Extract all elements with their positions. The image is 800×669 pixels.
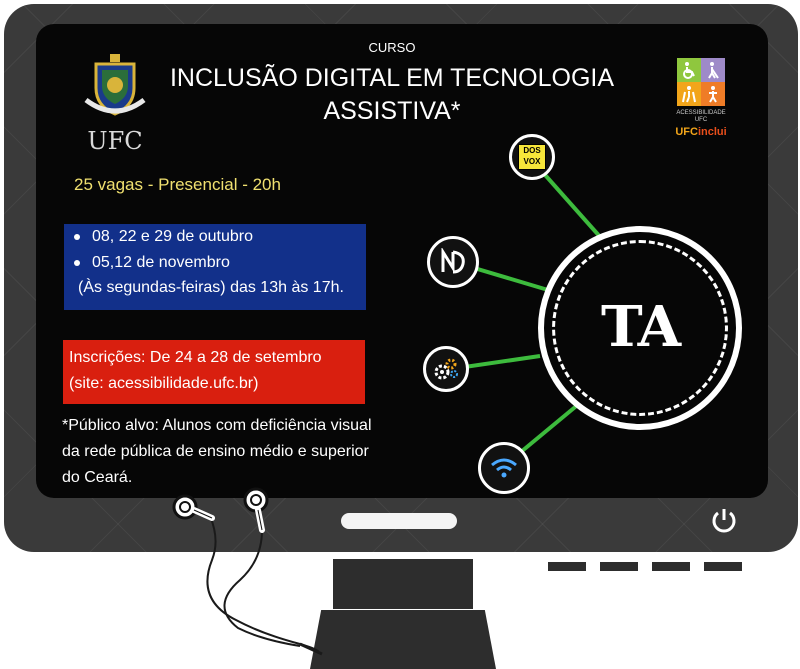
ufc-inclui-brand: UFCinclui	[675, 126, 727, 138]
publico-line: do Ceará.	[62, 469, 133, 486]
dates-note: (Às segundas-feiras) das 13h às 17h.	[78, 279, 344, 296]
date-item: 08, 22 e 29 de outubro	[74, 228, 253, 246]
inscricoes-site[interactable]: (site: acessibilidade.ufc.br)	[69, 375, 259, 392]
course-title-line1: INCLUSÃO DIGITAL EM TECNOLOGIA	[169, 64, 615, 92]
inscricoes-dates: Inscrições: De 24 a 28 de setembro	[69, 349, 322, 366]
ufc-logo-text: UFC	[87, 127, 143, 155]
vagas-info: 25 vagas - Presencial - 20h	[74, 175, 281, 194]
course-label: CURSO	[368, 40, 416, 55]
course-title-line2: ASSISTIVA*	[323, 97, 461, 125]
date-item: 05,12 de novembro	[74, 254, 230, 272]
ta-label: TA	[600, 294, 680, 360]
publico-line: da rede pública de ensino médio e superior	[62, 443, 369, 460]
dosvox-badge: DOS VOX	[518, 144, 546, 170]
ufc-inclui-subtitle: ACESSIBILIDADE UFC	[676, 110, 726, 123]
publico-line: *Público alvo: Alunos com deficiência visual	[62, 417, 372, 434]
